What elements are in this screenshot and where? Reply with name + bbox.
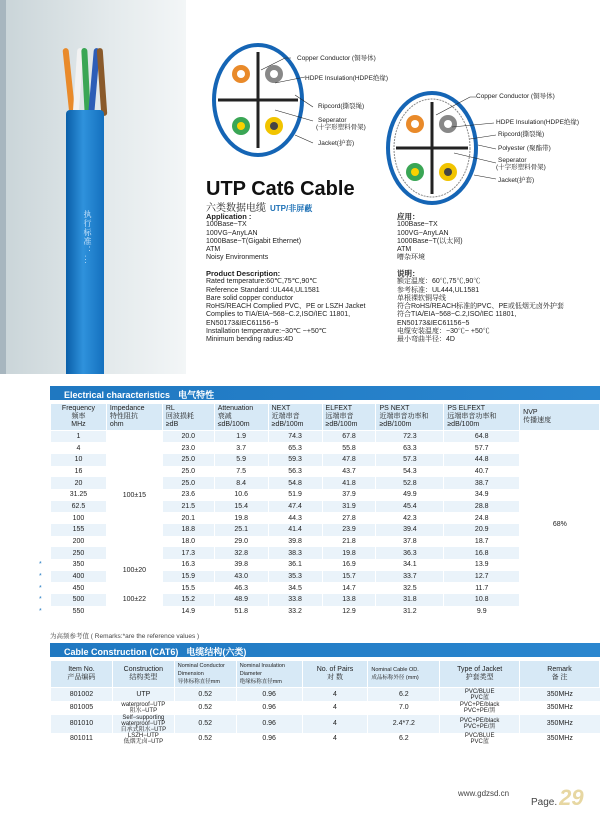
page-number: Page.29 — [531, 785, 584, 810]
cell-value: 57.7 — [444, 442, 520, 454]
pairs: 4 — [302, 701, 368, 715]
electrical-header-row — [51, 404, 600, 431]
cell-value: 16.8 — [444, 547, 520, 559]
remark: 350MHz — [520, 733, 600, 747]
cell-value: 19.8 — [214, 512, 268, 524]
cell-value: 14.9 — [162, 606, 214, 618]
cell-value: 1.9 — [214, 431, 268, 443]
cell-value: 25.0 — [162, 477, 214, 489]
cell-value: 15.9 — [162, 571, 214, 583]
reference-star: * — [39, 561, 42, 569]
diagram2-label-jacket: Jacket(护套) — [498, 177, 535, 184]
cell-value: 38.7 — [444, 477, 520, 489]
cell-value: 31.8 — [376, 594, 444, 606]
cell-value: 42.3 — [376, 512, 444, 524]
col-next: NEXT 近端串音 ≥dB/100m — [268, 404, 322, 431]
cell-value: 20.9 — [444, 524, 520, 536]
col-jacket: Type of Jacket 护套类型 — [440, 661, 520, 688]
jacket-type: PVC/BLUE PVC蓝 — [440, 733, 520, 747]
cable-od: 6.2 — [368, 733, 440, 747]
insulation-dia: 0.96 — [236, 715, 302, 733]
col-insulation-dia: Nominal Insulation Diameter 绝缘标称直径mm — [236, 661, 302, 688]
construction-row — [51, 701, 600, 715]
electrical-remark: 为高频参考值 ( Remarks:*are the reference values ) — [50, 633, 200, 640]
construction-table — [50, 660, 600, 746]
cell-value: 64.8 — [444, 431, 520, 443]
cell-value: 13.8 — [322, 594, 376, 606]
construction-section-header: Cable Construction (CAT6) 电缆结构(六类) — [50, 643, 600, 657]
cable-od: 6.2 — [368, 688, 440, 702]
frequency-value: 155 — [72, 526, 85, 534]
cell-value: 47.8 — [322, 454, 376, 466]
insulation-dia: 0.96 — [236, 701, 302, 715]
cell-value: 37.9 — [322, 489, 376, 501]
reference-star: * — [39, 584, 42, 592]
reference-star: * — [39, 573, 42, 581]
diagram1-label-jacket: Jacket(护套) — [318, 140, 355, 147]
cell-value: 16.9 — [322, 559, 376, 571]
frequency-value: 550 — [72, 608, 85, 616]
item-no: 801005 — [51, 701, 113, 715]
impedance-value: 100±15 — [106, 431, 162, 560]
nvp-value: 68% — [520, 431, 600, 618]
product-subtitle: 六类数据电缆 UTP/非屏蔽 — [206, 203, 313, 214]
footer-url[interactable]: www.gdzsd.cn — [458, 789, 510, 798]
construction-row — [51, 688, 600, 702]
cell-value: 14.7 — [322, 582, 376, 594]
cell-value: 38.3 — [268, 547, 322, 559]
cell-value: 52.8 — [376, 477, 444, 489]
construction-type: LSZH−UTP 低烟无卤−UTP — [112, 733, 174, 747]
cell-value: 46.3 — [214, 582, 268, 594]
col-elfext: ELFEXT 远端串音 ≥dB/100m — [322, 404, 376, 431]
frequency-value: 4 — [76, 444, 81, 452]
cell-value: 39.8 — [268, 536, 322, 548]
impedance-value: 100±22 — [106, 582, 162, 617]
cell-value: 25.1 — [214, 524, 268, 536]
jacket-type: PVC+PE/black PVC+PE/黑 — [440, 701, 520, 715]
electrical-table — [39, 403, 600, 618]
frequency-value: 16 — [74, 467, 83, 475]
diagram1-label-separator-cn: (十字形塑料骨架) — [316, 124, 366, 131]
cell-value: 54.8 — [268, 477, 322, 489]
cell-value: 25.0 — [162, 454, 214, 466]
diagram1-label-separator: Seperator — [318, 117, 347, 124]
cell-value: 44.3 — [268, 512, 322, 524]
impedance-value: 100±20 — [106, 559, 162, 582]
cell-value: 34.1 — [376, 559, 444, 571]
cell-value: 43.7 — [322, 466, 376, 478]
cell-value: 55.8 — [322, 442, 376, 454]
frequency-value: 10 — [74, 456, 83, 464]
construction-row — [51, 715, 600, 733]
cell-value: 15.5 — [162, 582, 214, 594]
col-construction: Construction 结构类型 — [112, 661, 174, 688]
cell-value: 34.5 — [268, 582, 322, 594]
cell-value: 24.8 — [444, 512, 520, 524]
cable-od: 2.4*7.2 — [368, 715, 440, 733]
description-cn: 说明： 额定温度：60℃,75℃,90℃ 参考标准：UL444,UL1581 单根裸软铜导线 符合RoHS/REACH标准的PVC、PE或低烟无卤外护套 符合TIA/EIA−568−C.2,ISO/IEC 11801, EN50173&IEC61156−5 电缆安装温度：−30℃~ +50℃ 最小弯曲半径：4D — [397, 269, 564, 344]
reference-star: * — [39, 608, 42, 616]
cell-value: 33.8 — [268, 594, 322, 606]
cell-value: 18.0 — [162, 536, 214, 548]
cell-value: 13.9 — [444, 559, 520, 571]
conductor-dim: 0.52 — [174, 715, 236, 733]
diagram2-label-separator-cn: (十字形塑料骨架) — [496, 164, 546, 171]
cell-value: 37.8 — [376, 536, 444, 548]
item-no: 801002 — [51, 688, 113, 702]
cable-print-text: 执行标准：... — [83, 210, 92, 265]
cell-value: 17.3 — [162, 547, 214, 559]
construction-type: UTP — [112, 688, 174, 702]
jacket-type: PVC/BLUE PVC蓝 — [440, 688, 520, 702]
frequency-value: 250 — [72, 549, 85, 557]
cell-value: 11.7 — [444, 582, 520, 594]
frequency-value: 200 — [72, 538, 85, 546]
frequency-value: 450 — [72, 584, 85, 592]
cell-value: 15.4 — [214, 501, 268, 513]
cell-value: 25.0 — [162, 466, 214, 478]
diagram2-leaders — [430, 95, 500, 195]
reference-star: * — [39, 596, 42, 604]
conductor-dim: 0.52 — [174, 688, 236, 702]
cell-value: 74.3 — [268, 431, 322, 443]
cell-value: 12.9 — [322, 606, 376, 618]
cell-value: 20.0 — [162, 431, 214, 443]
diagram2-label-ripcord: Ripcord(撕裂绳) — [498, 131, 545, 138]
cell-value: 27.8 — [322, 512, 376, 524]
insulation-dia: 0.96 — [236, 733, 302, 747]
col-conductor-dim: Nominal Conductor Dimension 导体标称直径mm — [174, 661, 236, 688]
cell-value: 20.1 — [162, 512, 214, 524]
cell-value: 10.6 — [214, 489, 268, 501]
cell-value: 23.6 — [162, 489, 214, 501]
construction-row — [51, 733, 600, 747]
cell-value: 45.4 — [376, 501, 444, 513]
cell-value: 19.8 — [322, 547, 376, 559]
diagram2-label-separator: Seperator — [498, 157, 527, 164]
electrical-row — [51, 582, 600, 594]
cell-value: 51.9 — [268, 489, 322, 501]
cell-value: 35.3 — [268, 571, 322, 583]
remark: 350MHz — [520, 701, 600, 715]
cell-value: 18.8 — [162, 524, 214, 536]
conductor-dim: 0.52 — [174, 733, 236, 747]
pairs: 4 — [302, 688, 368, 702]
electrical-row — [51, 431, 600, 443]
cell-value: 29.0 — [214, 536, 268, 548]
diagram2-label-conductor: Copper Conductor (铜导体) — [476, 93, 555, 100]
cell-value: 23.9 — [322, 524, 376, 536]
cell-value: 51.8 — [214, 606, 268, 618]
cell-value: 34.9 — [444, 489, 520, 501]
cell-value: 44.8 — [444, 454, 520, 466]
product-tag: UTP/非屏蔽 — [270, 204, 313, 213]
cell-value: 5.9 — [214, 454, 268, 466]
frequency-value: 500 — [72, 596, 85, 604]
frequency-value: 1 — [76, 433, 81, 441]
diagram1-leaders — [255, 55, 315, 155]
cell-value: 21.8 — [322, 536, 376, 548]
frequency-value: 100 — [72, 514, 85, 522]
cell-value: 16.3 — [162, 559, 214, 571]
cell-value: 3.7 — [214, 442, 268, 454]
cell-value: 41.4 — [268, 524, 322, 536]
col-rl: RL 回波损耗 ≥dB — [162, 404, 214, 431]
frequency-value: 20 — [74, 479, 83, 487]
cell-value: 32.8 — [214, 547, 268, 559]
product-title: UTP Cat6 Cable — [206, 178, 355, 200]
cell-value: 47.4 — [268, 501, 322, 513]
cell-value: 8.4 — [214, 477, 268, 489]
cell-value: 65.3 — [268, 442, 322, 454]
remark: 350MHz — [520, 715, 600, 733]
col-ps-elfext: PS ELFEXT 远端串音功率和 ≥dB/100m — [444, 404, 520, 431]
conductor-dim: 0.52 — [174, 701, 236, 715]
col-attenuation: Attenuation 衰减 ≤dB/100m — [214, 404, 268, 431]
cell-value: 9.9 — [444, 606, 520, 618]
cell-value: 39.4 — [376, 524, 444, 536]
cell-value: 31.2 — [376, 606, 444, 618]
twisted-pairs-image — [62, 48, 110, 116]
col-frequency: Frequency 频率 MHz — [51, 404, 107, 431]
col-nvp: NVP 传播速度 — [520, 404, 600, 431]
col-remark: Remark 备 注 — [520, 661, 600, 688]
cable-od: 7.0 — [368, 701, 440, 715]
cell-value: 33.7 — [376, 571, 444, 583]
cell-value: 54.3 — [376, 466, 444, 478]
cell-value: 12.7 — [444, 571, 520, 583]
frequency-value: 31.25 — [69, 491, 88, 499]
item-no: 801011 — [51, 733, 113, 747]
cell-value: 31.9 — [322, 501, 376, 513]
cell-value: 15.7 — [322, 571, 376, 583]
cell-value: 57.3 — [376, 454, 444, 466]
frequency-value: 62.5 — [71, 502, 86, 510]
pairs: 4 — [302, 715, 368, 733]
diagram2-label-polyester: Polyester (聚酯带) — [498, 145, 551, 152]
construction-type: Self−supporting waterproof−UTP 自承式阻水−UTP — [112, 715, 174, 733]
remark: 350MHz — [520, 688, 600, 702]
cell-value: 39.8 — [214, 559, 268, 571]
cell-value: 10.8 — [444, 594, 520, 606]
cell-value: 41.8 — [322, 477, 376, 489]
col-pairs: No. of Pairs 对 数 — [302, 661, 368, 688]
cell-value: 36.1 — [268, 559, 322, 571]
cell-value: 18.7 — [444, 536, 520, 548]
diagram1-label-ripcord: Ripcord(撕裂绳) — [318, 103, 365, 110]
cell-value: 21.5 — [162, 501, 214, 513]
col-impedance: Impedance 特性阻抗 ohm — [106, 404, 162, 431]
insulation-dia: 0.96 — [236, 688, 302, 702]
diagram2-label-insulation: HDPE Insulation(HDPE绝缘) — [496, 119, 580, 126]
construction-header-row — [51, 661, 600, 688]
cell-value: 28.8 — [444, 501, 520, 513]
cell-value: 56.3 — [268, 466, 322, 478]
frequency-value: 400 — [72, 573, 85, 581]
col-ps-next: PS NEXT 近端串音功率和 ≥dB/100m — [376, 404, 444, 431]
application-en: Application : 100Base−TX 100VG−AnyLAN 1000Base−T(Gigabit Ethernet) ATM Noisy Environments — [206, 212, 302, 262]
cable-photo — [0, 0, 186, 374]
cell-value: 49.9 — [376, 489, 444, 501]
cell-value: 59.3 — [268, 454, 322, 466]
application-cn: 应用： 100Base−TX 100VG−AnyLAN 1000Base−T(以太网) ATM 嘈杂环境 — [397, 212, 463, 262]
cell-value: 48.9 — [214, 594, 268, 606]
frequency-value: 350 — [72, 561, 85, 569]
construction-type: waterproof−UTP 阻水−UTP — [112, 701, 174, 715]
cell-value: 43.0 — [214, 571, 268, 583]
cell-value: 72.3 — [376, 431, 444, 443]
cell-value: 33.2 — [268, 606, 322, 618]
diagram1-label-insulation: HDPE Insulation(HDPE绝缘) — [305, 75, 389, 82]
cell-value: 40.7 — [444, 466, 520, 478]
cell-value: 63.3 — [376, 442, 444, 454]
col-item-no: Item No. 产品编码 — [51, 661, 113, 688]
cell-value: 15.2 — [162, 594, 214, 606]
diagram1-label-conductor: Copper Conductor (铜导体) — [297, 55, 376, 62]
cell-value: 36.3 — [376, 547, 444, 559]
col-cable-od: Nominal Cable OD. 成品标称外径 (mm) — [368, 661, 440, 688]
item-no: 801010 — [51, 715, 113, 733]
cell-value: 23.0 — [162, 442, 214, 454]
electrical-section-header: Electrical characteristics 电气特性 — [50, 386, 600, 400]
pairs: 4 — [302, 733, 368, 747]
description-en: Product Description: Rated temperature:60℃,75℃,90℃ Reference Standard :UL444,UL1581 Bare solid copper conductor RoHS/REACH Complied PVC、PE or LSZH Jacket Complies to TIA/EIA−568−C.2,ISO/IEC 11801, EN50173&IEC61156−5 Installation temperature:−30℃ ~+50℃ Minimum bending radius:4D — [206, 269, 366, 344]
electrical-row — [51, 559, 600, 571]
cell-value: 67.8 — [322, 431, 376, 443]
jacket-type: PVC+PE/black PVC+PE/黑 — [440, 715, 520, 733]
cell-value: 7.5 — [214, 466, 268, 478]
cell-value: 32.5 — [376, 582, 444, 594]
